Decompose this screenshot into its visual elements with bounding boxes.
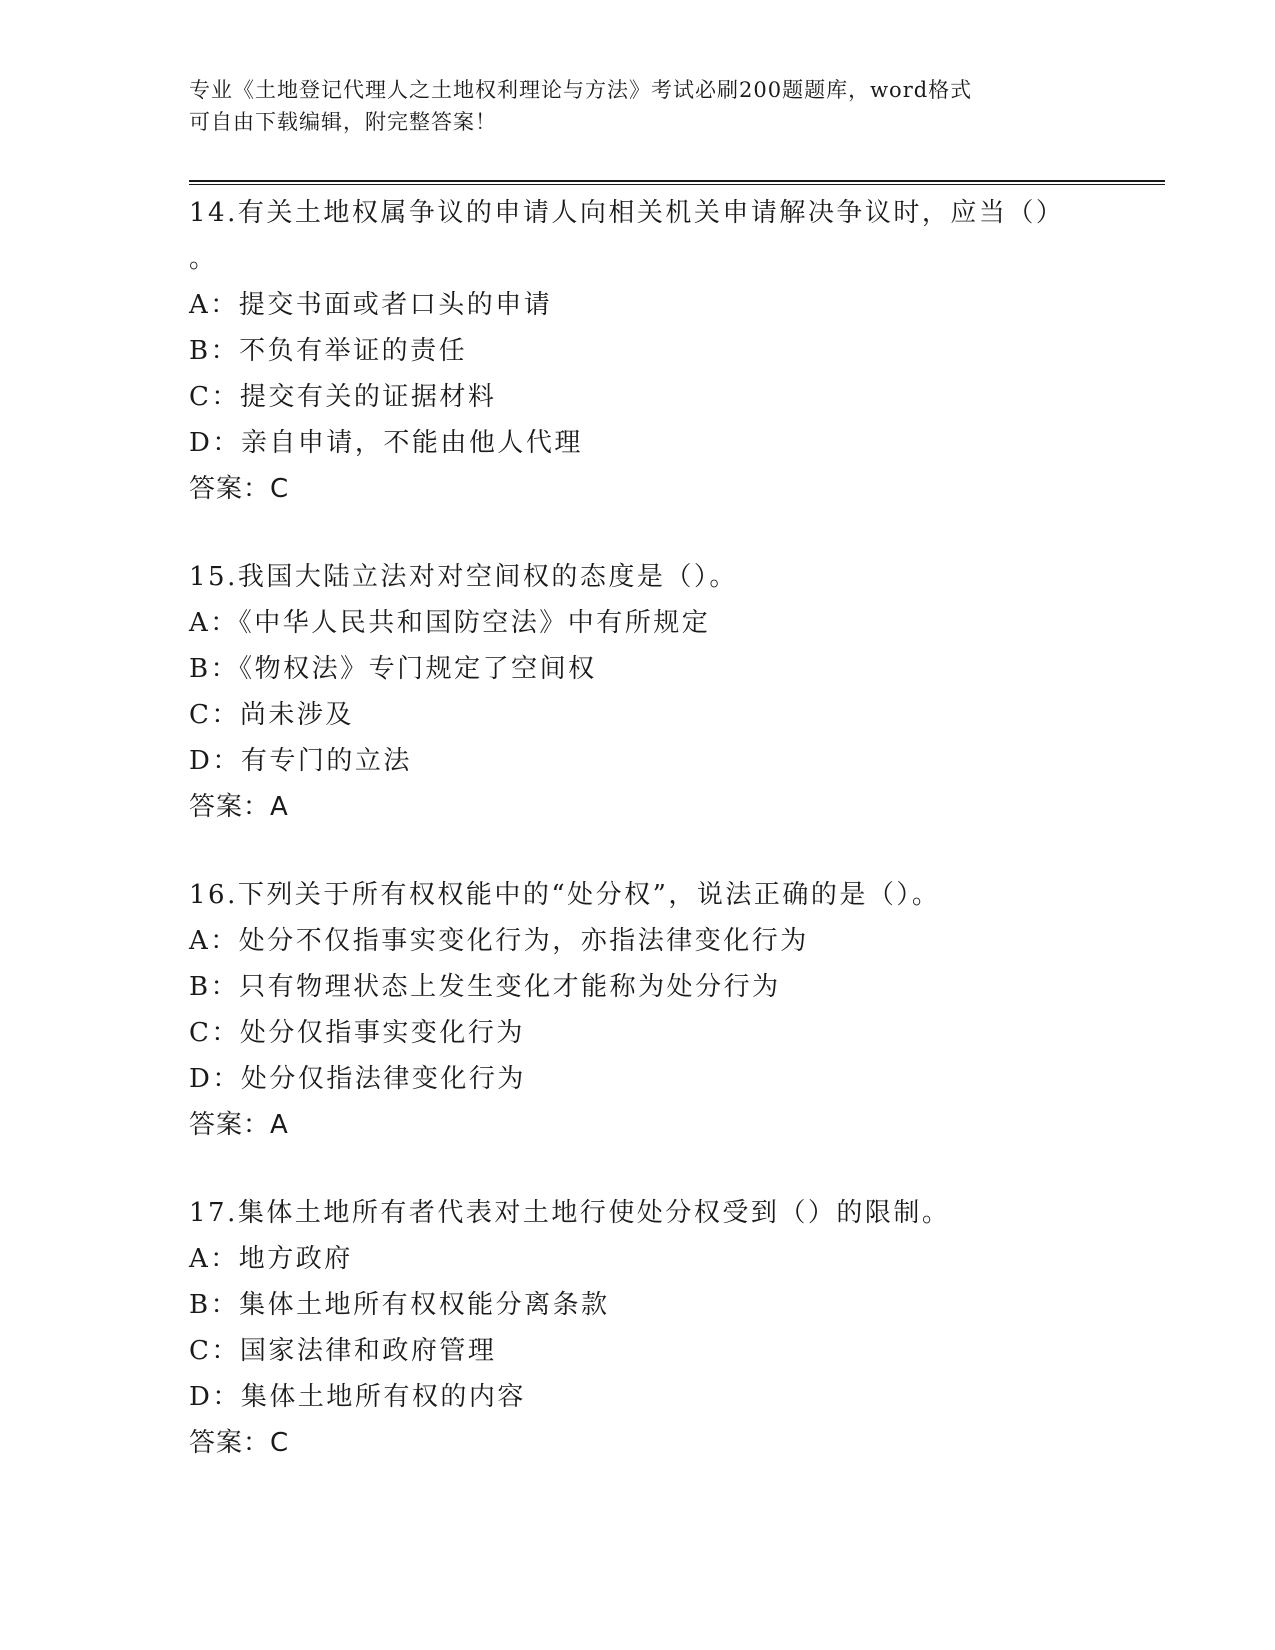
question-stem-continuation: 。 (189, 244, 216, 274)
question-stem: 14.有关土地权属争议的申请人向相关机关申请解决争议时，应当（） (189, 198, 1065, 228)
answer-line: 答案：C (189, 1428, 290, 1458)
option-d: D：有专门的立法 (189, 746, 412, 776)
document-header (189, 74, 1089, 138)
option-c: C：处分仅指事实变化行为 (189, 1018, 525, 1048)
option-b: B：只有物理状态上发生变化才能称为处分行为 (189, 972, 781, 1002)
question-stem: 16.下列关于所有权权能中的“处分权”，说法正确的是（）。 (189, 880, 941, 910)
question-stem: 15.我国大陆立法对对空间权的态度是（）。 (189, 562, 738, 592)
option-c: C：国家法律和政府管理 (189, 1336, 497, 1366)
question-14 (189, 190, 1169, 512)
option-a: A：提交书面或者口头的申请 (189, 290, 553, 320)
question-stem: 17.集体土地所有者代表对土地行使处分权受到（）的限制。 (189, 1198, 951, 1228)
answer-line: 答案：C (189, 474, 290, 504)
option-a: A：《中华人民共和国防空法》中有所规定 (189, 608, 711, 638)
answer-line: 答案：A (189, 1110, 289, 1140)
option-d: D：亲自申请，不能由他人代理 (189, 428, 583, 458)
option-b: B：不负有举证的责任 (189, 336, 468, 366)
option-a: A：处分不仅指事实变化行为，亦指法律变化行为 (189, 926, 809, 956)
question-16 (189, 872, 1169, 1148)
header-divider-thin (189, 184, 1165, 185)
option-c: C：尚未涉及 (189, 700, 354, 730)
answer-line: 答案：A (189, 792, 289, 822)
option-c: C：提交有关的证据材料 (189, 382, 497, 412)
question-15 (189, 554, 1169, 830)
option-b: B：集体土地所有权权能分离条款 (189, 1290, 610, 1320)
option-b: B：《物权法》专门规定了空间权 (189, 654, 597, 684)
option-d: D：处分仅指法律变化行为 (189, 1064, 526, 1094)
header-line-1: 专业《土地登记代理人之土地权利理论与方法》考试必刷200题题库，word格式 (189, 78, 973, 102)
option-a: A：地方政府 (189, 1244, 353, 1274)
question-list (189, 190, 1169, 1508)
header-line-2: 可自由下载编辑，附完整答案！ (189, 110, 497, 134)
header-divider-thick (189, 180, 1165, 182)
question-17 (189, 1190, 1169, 1466)
option-d: D：集体土地所有权的内容 (189, 1382, 526, 1412)
